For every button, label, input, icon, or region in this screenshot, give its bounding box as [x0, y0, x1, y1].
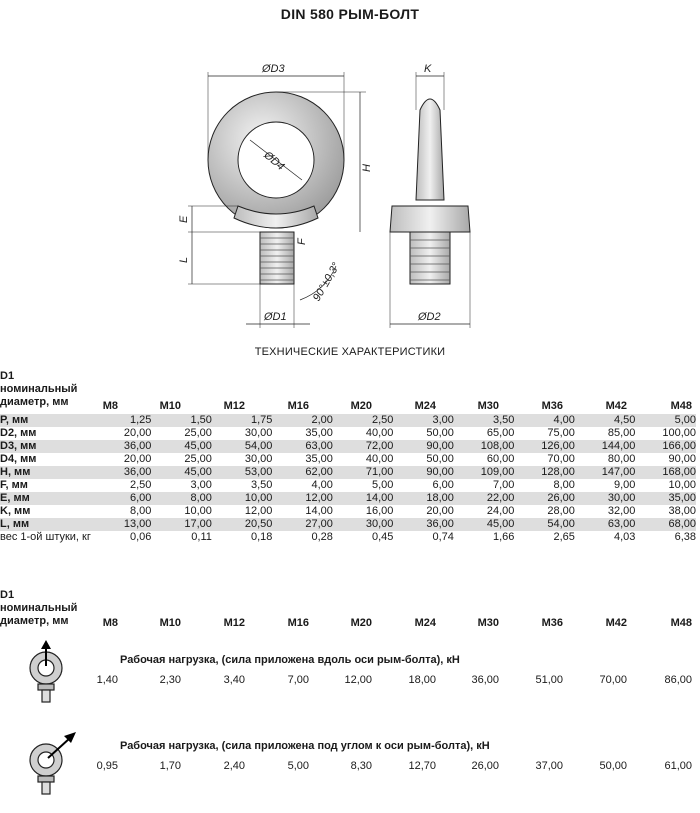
- spec-cell: 3,00: [190, 479, 212, 491]
- spec-cell: 3,50: [250, 479, 273, 491]
- spec-cell: 35,00: [635, 492, 696, 505]
- angled-value-5: 12,70: [408, 760, 436, 772]
- angled-value-3: 5,00: [287, 760, 309, 772]
- spec-cell: 90,00: [668, 453, 696, 465]
- spec-row-label: D2, мм: [0, 427, 37, 439]
- axial-value-7: 51,00: [535, 674, 563, 686]
- spec-cell: 35,00: [305, 427, 333, 439]
- spec-cell: 7,00: [492, 479, 515, 491]
- load-size-4: M20: [350, 617, 372, 629]
- angled-value-8: 50,00: [599, 760, 627, 772]
- spec-cell: 14,00: [333, 492, 394, 505]
- spec-cell: 1,75: [212, 414, 273, 427]
- load-size-9: M48: [670, 617, 692, 629]
- spec-cell: 28,00: [547, 505, 575, 517]
- dim-d3-label: ØD3: [262, 63, 285, 75]
- spec-cell: 80,00: [607, 453, 636, 465]
- load-header-line3: диаметр, мм: [0, 615, 69, 627]
- dim-d4-label: ØD4: [261, 149, 287, 173]
- spec-cell: 9,00: [613, 479, 636, 491]
- spec-cell: 30,00: [575, 492, 636, 505]
- dim-angle-label: 90°±0,3°: [310, 260, 343, 304]
- spec-cell: 4,03: [613, 531, 636, 543]
- spec-cell: 109,00: [454, 466, 515, 479]
- axial-value-5: 18,00: [408, 674, 436, 686]
- spec-cell: 18,00: [393, 492, 454, 505]
- spec-row: [0, 440, 696, 453]
- spec-cell: 12,00: [244, 505, 273, 517]
- spec-cell: 50,00: [426, 427, 454, 439]
- load-size-1: M10: [159, 617, 181, 629]
- spec-cell: 8,00: [553, 479, 575, 491]
- spec-cell: 35,00: [305, 453, 333, 465]
- angled-load-values: [0, 760, 700, 773]
- spec-cell: 2,50: [129, 479, 152, 491]
- spec-cell: 45,00: [454, 518, 515, 531]
- load-header-line1: D1: [0, 589, 15, 601]
- spec-row-label: K, мм: [0, 505, 31, 517]
- spec-table: [0, 414, 696, 544]
- spec-cell: 24,00: [486, 505, 515, 517]
- load-size-8: M42: [605, 617, 627, 629]
- axial-value-3: 7,00: [287, 674, 309, 686]
- spec-cell: 40,00: [365, 453, 394, 465]
- eyebolt-drawing: [0, 40, 700, 340]
- spec-cell: 22,00: [454, 492, 515, 505]
- angled-value-4: 8,30: [350, 760, 372, 772]
- spec-cell: 4,00: [311, 479, 333, 491]
- spec-cell: 63,00: [272, 440, 333, 453]
- spec-cell: 30,00: [244, 427, 273, 439]
- angled-value-9: 61,00: [664, 760, 692, 772]
- spec-cell: 36,00: [91, 440, 152, 453]
- dim-d2-label: ØD2: [418, 311, 441, 323]
- spec-cell: 20,00: [123, 453, 152, 465]
- angled-value-0: 0,95: [96, 760, 118, 772]
- spec-cell: 108,00: [454, 440, 515, 453]
- spec-cell: 100,00: [662, 427, 696, 439]
- dim-k-label: K: [424, 63, 432, 75]
- spec-cell: 71,00: [333, 466, 394, 479]
- spec-cell: 90,00: [393, 466, 454, 479]
- spec-cell: 36,00: [91, 466, 152, 479]
- spec-size-row: [0, 400, 700, 413]
- load-size-row: [0, 617, 700, 630]
- spec-cell: 13,00: [91, 518, 152, 531]
- spec-cell: 75,00: [547, 427, 575, 439]
- spec-header-line2: номинальный: [0, 383, 78, 395]
- axial-value-2: 3,40: [223, 674, 245, 686]
- spec-cell: 32,00: [607, 505, 636, 517]
- spec-size-3: M16: [287, 400, 309, 412]
- spec-row: [0, 427, 696, 440]
- spec-cell: 2,65: [553, 531, 575, 543]
- spec-cell: 25,00: [184, 453, 212, 465]
- spec-cell: 20,50: [212, 518, 273, 531]
- spec-cell: 25,00: [184, 427, 212, 439]
- spec-cell: 90,00: [393, 440, 454, 453]
- dim-d1-label: ØD1: [264, 311, 287, 323]
- spec-cell: 2,00: [272, 414, 333, 427]
- spec-row: [0, 518, 696, 531]
- spec-cell: 17,00: [151, 518, 212, 531]
- spec-row-label: D4, мм: [0, 453, 37, 465]
- spec-size-5: M24: [414, 400, 436, 412]
- angled-value-2: 2,40: [223, 760, 245, 772]
- spec-row-label: D3, мм: [0, 440, 91, 453]
- spec-cell: 85,00: [607, 427, 636, 439]
- spec-cell: 128,00: [514, 466, 575, 479]
- dim-h-label: H: [361, 164, 373, 172]
- page-title: DIN 580 РЫМ-БОЛТ: [280, 6, 420, 22]
- spec-cell: 40,00: [365, 427, 394, 439]
- dim-f-label: F: [296, 238, 308, 245]
- spec-cell: 4,00: [514, 414, 575, 427]
- spec-cell: 50,00: [426, 453, 454, 465]
- angled-value-6: 26,00: [471, 760, 499, 772]
- spec-cell: 54,00: [212, 440, 273, 453]
- spec-header-line3: диаметр, мм: [0, 396, 69, 408]
- angled-value-1: 1,70: [159, 760, 181, 772]
- axial-value-1: 2,30: [159, 674, 181, 686]
- axial-value-9: 86,00: [664, 674, 692, 686]
- spec-row: [0, 453, 696, 466]
- spec-cell: 10,00: [184, 505, 212, 517]
- spec-cell: 63,00: [575, 518, 636, 531]
- spec-cell: 168,00: [635, 466, 696, 479]
- spec-cell: 5,00: [371, 479, 394, 491]
- spec-row: [0, 531, 696, 544]
- spec-cell: 0,11: [191, 531, 212, 543]
- spec-cell: 68,00: [635, 518, 696, 531]
- spec-cell: 4,50: [575, 414, 636, 427]
- spec-cell: 70,00: [547, 453, 575, 465]
- axial-load-values: [0, 674, 700, 687]
- spec-cell: 12,00: [272, 492, 333, 505]
- spec-cell: 6,00: [432, 479, 454, 491]
- load-size-6: M30: [477, 617, 499, 629]
- angled-load-caption: Рабочая нагрузка, (сила приложена под углом к оси рым-болта), кН: [120, 740, 490, 752]
- spec-row-label: H, мм: [0, 466, 91, 479]
- spec-row: [0, 414, 696, 427]
- spec-cell: 72,00: [333, 440, 394, 453]
- spec-cell: 65,00: [486, 427, 515, 439]
- spec-cell: 60,00: [486, 453, 515, 465]
- spec-row: [0, 479, 696, 492]
- spec-cell: 0,28: [311, 531, 333, 543]
- spec-cell: 2,50: [333, 414, 394, 427]
- spec-cell: 38,00: [668, 505, 696, 517]
- spec-cell: 10,00: [668, 479, 696, 491]
- spec-cell: 1,25: [91, 414, 152, 427]
- spec-cell: 45,00: [151, 466, 212, 479]
- spec-cell: 1,66: [492, 531, 515, 543]
- axial-value-8: 70,00: [599, 674, 627, 686]
- spec-cell: 16,00: [365, 505, 394, 517]
- spec-cell: 147,00: [575, 466, 636, 479]
- axial-load-caption: Рабочая нагрузка, (сила приложена вдоль оси рым-болта), кН: [120, 654, 460, 666]
- spec-cell: 53,00: [212, 466, 273, 479]
- spec-cell: 3,00: [393, 414, 454, 427]
- spec-cell: 27,00: [272, 518, 333, 531]
- angled-value-7: 37,00: [535, 760, 563, 772]
- spec-cell: 5,00: [635, 414, 696, 427]
- load-size-7: M36: [541, 617, 563, 629]
- spec-cell: 20,00: [123, 427, 152, 439]
- section-subtitle: ТЕХНИЧЕСКИЕ ХАРАКТЕРИСТИКИ: [254, 346, 446, 358]
- spec-row-label: P, мм: [0, 414, 91, 427]
- spec-size-9: M48: [670, 400, 692, 412]
- spec-cell: 126,00: [514, 440, 575, 453]
- load-size-0: M8: [102, 617, 118, 629]
- load-header-line2: номинальный: [0, 602, 78, 614]
- spec-cell: 6,00: [91, 492, 152, 505]
- spec-cell: 62,00: [272, 466, 333, 479]
- spec-cell: 8,00: [151, 492, 212, 505]
- spec-cell: 1,50: [151, 414, 212, 427]
- spec-cell: 30,00: [244, 453, 273, 465]
- spec-cell: 166,00: [635, 440, 696, 453]
- load-size-5: M24: [414, 617, 436, 629]
- spec-cell: 45,00: [151, 440, 212, 453]
- load-size-2: M12: [223, 617, 245, 629]
- spec-row-label: L, мм: [0, 518, 91, 531]
- spec-cell: 54,00: [514, 518, 575, 531]
- spec-cell: 0,18: [250, 531, 273, 543]
- spec-cell: 3,50: [454, 414, 515, 427]
- spec-size-4: M20: [350, 400, 372, 412]
- spec-row: [0, 492, 696, 505]
- spec-size-7: M36: [541, 400, 563, 412]
- spec-row-label: вес 1-ой штуки, кг: [0, 531, 91, 543]
- spec-row: [0, 505, 696, 518]
- spec-size-8: M42: [605, 400, 627, 412]
- spec-size-6: M30: [477, 400, 499, 412]
- dim-l-label: L: [178, 256, 190, 263]
- spec-cell: 30,00: [333, 518, 394, 531]
- spec-cell: 10,00: [212, 492, 273, 505]
- spec-size-2: M12: [223, 400, 245, 412]
- spec-cell: 36,00: [393, 518, 454, 531]
- spec-cell: 20,00: [426, 505, 454, 517]
- spec-cell: 26,00: [514, 492, 575, 505]
- spec-row: [0, 466, 696, 479]
- spec-header-line1: D1: [0, 370, 15, 382]
- axial-value-6: 36,00: [471, 674, 499, 686]
- axial-value-0: 1,40: [96, 674, 118, 686]
- spec-size-1: M10: [159, 400, 181, 412]
- spec-cell: 0,06: [129, 531, 152, 543]
- axial-value-4: 12,00: [344, 674, 372, 686]
- spec-row-label: E, мм: [0, 492, 91, 505]
- load-size-3: M16: [287, 617, 309, 629]
- spec-cell: 144,00: [575, 440, 636, 453]
- spec-cell: 14,00: [305, 505, 333, 517]
- spec-cell: 0,74: [432, 531, 454, 543]
- dim-e-label: E: [178, 215, 190, 223]
- spec-cell: 8,00: [129, 505, 152, 517]
- spec-cell: 0,45: [371, 531, 394, 543]
- spec-row-label: F, мм: [0, 479, 28, 491]
- spec-cell: 6,38: [674, 531, 696, 543]
- spec-size-0: M8: [102, 400, 118, 412]
